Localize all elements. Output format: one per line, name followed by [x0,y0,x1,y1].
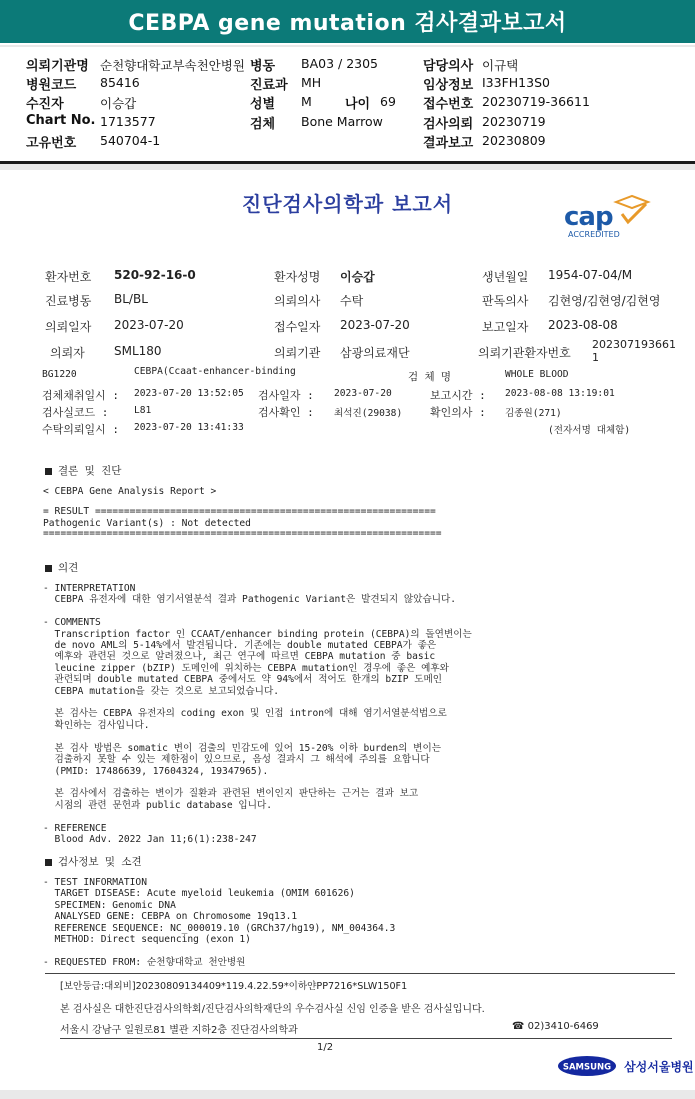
patient-label: 환자성명 [274,270,321,284]
header-label: 검체 [250,117,276,132]
patient-value-cont: 1 [592,351,599,364]
test-code: BG1220 [42,369,77,380]
phone-number: 02)3410-6469 [527,1021,599,1032]
report-title-bar: CEBPA gene mutation 검사결과보고서 [0,0,695,45]
lab-phone [512,1021,599,1032]
request-header [0,47,695,164]
header-label: Chart No. [26,113,96,128]
header-value: 20230719-36611 [482,94,590,109]
accreditation-statement: 본 검사실은 대한진단검사의학회/진단검사의학재단의 우수검사실 신임 인증을 받은 검사실입니다. [60,1004,485,1015]
header-label: 수진자 [26,97,64,112]
samsung-hospital-logo [557,1055,694,1077]
patient-value: BL/BL [114,292,148,306]
section-heading [45,463,121,478]
header-value: 20230719 [482,114,546,129]
header-value: 이승갑 [100,96,137,111]
patient-label: 진료병동 [45,294,92,308]
patient-label: 생년월일 [482,270,529,284]
header-label: 병동 [250,59,276,74]
square-bullet-icon [45,565,52,572]
age-label: 나이 [345,97,371,112]
hospital-name: 삼성서울병원 [624,1059,694,1074]
patient-value: 1954-07-04/M [548,268,633,282]
meta-value: L81 [134,405,152,416]
patient-value: 이승갑 [340,270,375,284]
header-value: Bone Marrow [301,114,383,129]
header-value: I33FH13S0 [482,75,550,90]
header-value: 540704-1 [100,133,161,148]
meta-label: 검사일자 : [258,389,314,402]
header-value: MH [301,75,322,90]
meta-label: 검사실코드 : [42,406,109,419]
patient-label: 의뢰기관 [274,346,321,360]
header-label: 담당의사 [423,59,474,74]
test-name: CEBPA(Ccaat-enhancer-binding [134,366,296,377]
patient-value: 2023-07-20 [114,318,184,332]
result-divider-bottom: ===================================================================== [43,528,442,539]
header-value: BA03 / 2305 [301,56,379,71]
meta-value: 2023-08-08 13:19:01 [505,388,615,399]
patient-value: 202307193661 [592,338,676,351]
document-title: 진단검사의학과 보고서 [241,192,454,216]
header-label: 진료과 [250,78,288,93]
header-label: 성별 [250,97,276,112]
cap-accredited-logo [560,194,660,240]
meta-label: 수탁의뢰일시 : [42,423,120,436]
header-value: M [301,94,312,109]
analysis-report-title: < CEBPA Gene Analysis Report > [43,486,217,497]
specimen-value: WHOLE BLOOD [505,369,569,380]
patient-label: 의뢰의사 [274,294,321,308]
header-label: 고유번호 [26,136,77,151]
section-heading [45,854,142,869]
meta-label: 검사확인 : [258,406,314,419]
patient-label: 환자번호 [45,270,92,284]
patient-label: 판독의사 [482,294,529,308]
cap-logo-word: cap [564,202,613,232]
security-line: [보안등급:대외비]20230809134409*119.4.22.59*이하얀PP7216*SLW150F1 [60,981,408,992]
footer-divider-bottom [60,1038,672,1039]
meta-value: 2023-07-20 13:52:05 [134,388,244,399]
header-value: 85416 [100,75,140,90]
phone-icon: ☎ [512,1021,525,1032]
header-value: 순천향대학교부속천안병원 [100,58,245,73]
cap-checkmark-icon [612,194,652,230]
meta-label: 보고시간 : [430,389,486,402]
header-value: 1713577 [100,114,156,129]
square-bullet-icon [45,468,52,475]
patient-value: 2023-08-08 [548,318,618,332]
meta-label: 확인의사 : [430,406,486,419]
age-value: 69 [380,94,396,109]
patient-value: 김현영/김현영/김현영 [548,294,661,308]
lab-address: 서울시 강남구 일원로81 별관 지하2층 진단검사의학과 [60,1025,298,1036]
patient-value: SML180 [114,344,162,358]
header-label: 결과보고 [423,136,474,151]
result-text: Pathogenic Variant(s) : Not detected [43,518,251,529]
patient-value: 수탁 [340,294,364,308]
meta-value: 2023-07-20 [334,388,392,399]
patient-label: 의뢰기관환자번호 [478,346,571,360]
meta-value: 최석진(29038) [334,408,403,419]
esign-note: (전자서명 대체함) [548,425,631,436]
header-label: 임상정보 [423,78,474,93]
meta-value: 2023-07-20 13:41:33 [134,422,244,433]
patient-label: 의뢰자 [50,346,85,360]
patient-label: 보고일자 [482,320,529,334]
patient-value: 2023-07-20 [340,318,410,332]
patient-value: 520-92-16-0 [114,268,196,282]
section-heading-text: 검사정보 및 소견 [58,856,142,868]
footer-divider [45,973,675,974]
section-heading-text: 결론 및 진단 [58,465,122,477]
meta-value: 김종원(271) [505,408,562,419]
section-heading-text: 의견 [58,562,79,574]
samsung-logo-text: SAMSUNG [562,1062,612,1073]
test-information-text: - TEST INFORMATION TARGET DISEASE: Acute myeloid leukemia (OMIM 601626) SPECIMEN: Genomic DNA ANALYSED GENE: CEBPA on Chromosome 19q13.1 REFERENCE SEQUENCE: NC_000019.10 (GRCh37/hg19), NM_004364.3 METHOD: Direct sequencing (exon 1) - REQUESTED FROM: 순천향대학교 천안병원 [43,877,396,968]
header-label: 병원코드 [26,78,77,93]
specimen-label: 검 체 명 [408,371,452,383]
header-label: 검사의뢰 [423,117,474,132]
header-label: 의뢰기관명 [26,59,89,74]
cap-accredited-text: ACCREDITED [568,230,620,239]
header-value: 20230809 [482,133,546,148]
result-divider: = RESULT =========================================================== [43,506,436,517]
opinion-text: - INTERPRETATION CEBPA 유전자에 대한 염기서열분석 결과 Pathogenic Variant은 발견되지 않았습니다. - COMMENTS Transcription factor 인 CCAAT/enhancer binding protein (CEBPA)의 돌연변이는 de novo AML의 5-14%에서 발견됩니다. 기존에는 double mutated CEBPA가 좋은 예후와 관련된 것으로 알려졌으나, 최근 연구에 따르면 CEBPA mutation 중 basic leucine zipper (bZIP) 도메인에 위치하는 CEBPA mutation인 경우에 좋은 예후와 관련되며 double mutated CEBPA 중에서도 약 94%에서 적어도 한개의 bZIP 도메인 CEBPA mutation을 갖는 것으로 보고되었습니다. 본 검사는 CEBPA 유전자의 coding exon 및 인접 intron에 대해 염기서열분석법으로 확인하는 검사입니다. 본 검사 방법은 somatic 변이 검출의 민감도에 있어 15-20% 이하 burden의 변이는 검출하지 못할 수 있는 제한점이 있으므로, 음성 결과시 그 해석에 주의를 요합니다 (PMID: 17486639, 17604324, 19347965). 본 검사에서 검출하는 변이가 질환과 관련된 변이인지 판단하는 근거는 결과 보고 시점의 관련 문헌과 public database 입니다. - REFERENCE Blood Adv. 2022 Jan 11;6(1):238-247 [43,583,472,845]
patient-label: 의뢰일자 [45,320,92,334]
header-label: 접수번호 [423,97,474,112]
samsung-logo-icon [557,1055,617,1077]
report-page [0,170,695,1090]
header-value: 이규택 [482,58,519,73]
patient-value: 삼광의료재단 [340,346,410,360]
square-bullet-icon [45,859,52,866]
section-heading [45,560,78,575]
page-number: 1/2 [317,1042,334,1053]
meta-label: 검체채취일시 : [42,389,120,402]
patient-label: 접수일자 [274,320,321,334]
